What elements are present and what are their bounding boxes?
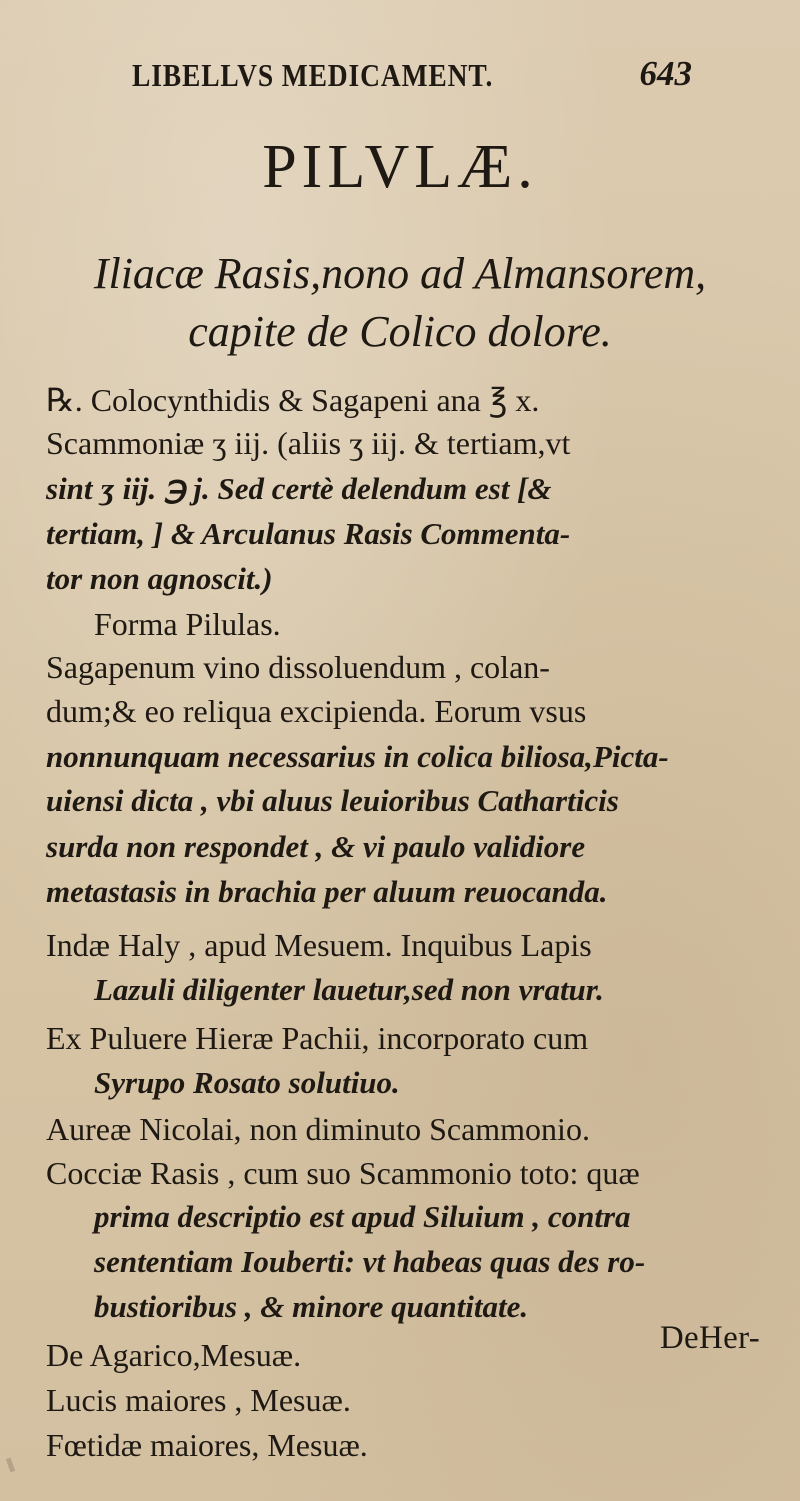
- running-head: [132, 54, 692, 98]
- text-line-16: Syrupo Rosato solutiuo.: [94, 1065, 400, 1100]
- text-line-6: Forma Pilulas.: [94, 606, 281, 642]
- subtitle-line-2: capite de Colico dolore.: [188, 307, 612, 356]
- text-line-23: Lucis maiores , Mesuæ.: [46, 1382, 351, 1418]
- text-line-7: Sagapenum vino dissoluendum , colan-: [46, 649, 550, 685]
- text-line-21: bustioribus , & minore quantitate.: [94, 1289, 529, 1324]
- text-line-9: nonnunquam necessarius in colica biliosa,Picta-: [46, 739, 669, 774]
- section-title: PILVLÆ.: [262, 133, 538, 201]
- text-line-11: surda non respondet , & vi paulo validiore: [46, 829, 586, 864]
- subtitle-line-1: Iliacæ Rasis,nono ad Almansorem,: [93, 249, 707, 298]
- text-line-2: Scammoniæ ʒ iij. (aliis ʒ iij. & tertiam,vt: [46, 425, 571, 461]
- catchword: DeHer-: [659, 1320, 760, 1356]
- text-line-19: prima descriptio est apud Siluium , contra: [94, 1199, 631, 1234]
- text-line-10: uiensi dicta , vbi aluus leuioribus Catharticis: [46, 783, 619, 818]
- page-number: 643: [639, 54, 692, 93]
- running-title: LIBELLVS MEDICAMENT.: [132, 57, 494, 93]
- text-line-17: Aureæ Nicolai, non diminuto Scammonio.: [46, 1111, 590, 1147]
- text-line-15: Ex Puluere Hieræ Pachii, incorporato cum: [46, 1020, 589, 1056]
- text-line-8: dum;& eo reliqua excipienda. Eorum vsus: [46, 693, 587, 729]
- text-line-14: Lazuli diligenter lauetur,sed non vratur.: [94, 972, 604, 1007]
- text-line-22: De Agarico,Mesuæ.: [46, 1337, 302, 1373]
- text-line-20: sententiam Iouberti: vt habeas quas des ro-: [94, 1244, 646, 1279]
- text-line-1: ℞. Colocynthidis & Sagapeni ana ℥ x.: [46, 382, 540, 418]
- text-line-12: metastasis in brachia per aluum reuocanda.: [46, 874, 608, 909]
- text-line-24: Fœtidæ maiores, Mesuæ.: [46, 1427, 368, 1463]
- text-line-13: Indæ Haly , apud Mesuem. Inquibus Lapis: [46, 927, 592, 963]
- text-line-5: tor non agnoscit.): [46, 561, 273, 596]
- text-line-18: Cocciæ Rasis , cum suo Scammonio toto: quæ: [46, 1155, 640, 1191]
- text-line-3: sint ʒ iij. ℈ j. Sed certè delendum est [&: [46, 471, 552, 506]
- text-line-4: tertiam, ] & Arculanus Rasis Commenta-: [46, 516, 571, 551]
- page-mark: [6, 1458, 15, 1473]
